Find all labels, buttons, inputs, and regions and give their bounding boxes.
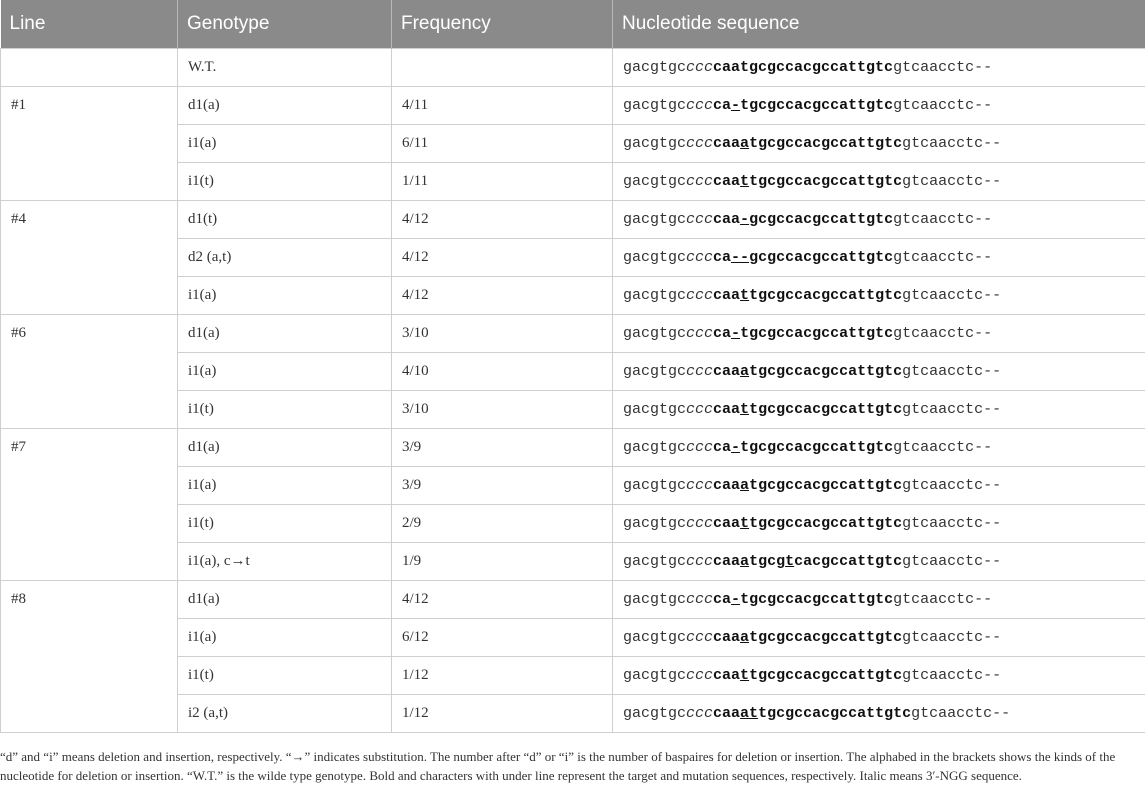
seq-ngg-italic: ccc <box>686 248 714 266</box>
cell-nucleotide-sequence <box>613 428 1145 466</box>
cell-frequency: 3/10 <box>392 314 613 352</box>
seq-target-bold <box>713 705 911 722</box>
seq-prefix: gacgtgc <box>623 438 687 456</box>
seq-mutation: a <box>740 134 750 152</box>
cell-genotype: i1(t) <box>178 504 392 542</box>
seq-suffix: gtcaacctc-- <box>902 628 1002 646</box>
cell-frequency: 1/12 <box>392 694 613 732</box>
seq-target-bold <box>713 325 893 342</box>
cell-nucleotide-sequence <box>613 580 1145 618</box>
seq-target-segment: tgcgccacgccattgtc <box>740 96 894 114</box>
table-body <box>1 48 1145 732</box>
cell-frequency: 4/11 <box>392 86 613 124</box>
seq-ngg-italic: ccc <box>686 96 714 114</box>
seq-mutation: t <box>740 400 750 418</box>
cell-nucleotide-sequence <box>613 504 1145 542</box>
seq-ngg-italic: ccc <box>686 628 714 646</box>
cell-nucleotide-sequence <box>613 542 1145 580</box>
cell-genotype: i1(a) <box>178 352 392 390</box>
seq-target-bold <box>713 363 902 380</box>
cell-line <box>1 48 178 86</box>
cell-frequency: 1/11 <box>392 162 613 200</box>
seq-suffix: gtcaacctc-- <box>902 476 1002 494</box>
seq-target-segment: tgcgccacgccattgtc <box>749 362 903 380</box>
seq-target-segment: tgcgccacgccattgtc <box>749 286 903 304</box>
seq-mutation: - <box>731 438 741 456</box>
seq-prefix: gacgtgc <box>623 704 687 722</box>
seq-target-segment: tgcgccacgccattgtc <box>749 476 903 494</box>
seq-ngg-italic: ccc <box>686 704 714 722</box>
seq-target-segment: tgcg <box>749 552 786 570</box>
cell-nucleotide-sequence <box>613 238 1145 276</box>
cell-nucleotide-sequence <box>613 314 1145 352</box>
cell-genotype: i1(a) <box>178 276 392 314</box>
cell-frequency: 4/12 <box>392 238 613 276</box>
seq-mutation: t <box>740 666 750 684</box>
seq-target-bold <box>713 439 893 456</box>
cell-genotype: d1(a) <box>178 580 392 618</box>
seq-target-segment: gcgccacgccattgtc <box>749 248 894 266</box>
cell-genotype: W.T. <box>178 48 392 86</box>
cell-frequency: 3/9 <box>392 428 613 466</box>
seq-target-bold <box>713 401 902 418</box>
cell-genotype: i1(a) <box>178 466 392 504</box>
seq-ngg-italic: ccc <box>686 58 714 76</box>
seq-mutation: t <box>785 552 795 570</box>
seq-target-bold <box>713 553 902 570</box>
cell-genotype: i1(t) <box>178 656 392 694</box>
cell-genotype: d1(a) <box>178 86 392 124</box>
table-row <box>1 200 1145 238</box>
seq-prefix: gacgtgc <box>623 134 687 152</box>
seq-target-segment: tgcgccacgccattgtc <box>749 514 903 532</box>
seq-target-bold <box>713 667 902 684</box>
seq-prefix: gacgtgc <box>623 324 687 342</box>
seq-prefix: gacgtgc <box>623 286 687 304</box>
seq-ngg-italic: ccc <box>686 438 714 456</box>
seq-prefix: gacgtgc <box>623 552 687 570</box>
cell-nucleotide-sequence <box>613 86 1145 124</box>
table-row <box>1 48 1145 86</box>
seq-target-segment: caa <box>713 210 741 228</box>
seq-ngg-italic: ccc <box>686 324 714 342</box>
cell-frequency: 3/10 <box>392 390 613 428</box>
cell-genotype: d2 (a,t) <box>178 238 392 276</box>
seq-ngg-italic: ccc <box>686 134 714 152</box>
seq-target-bold <box>713 211 893 228</box>
header-genotype: Genotype <box>178 0 392 48</box>
seq-mutation: - <box>731 324 741 342</box>
seq-ngg-italic: ccc <box>686 362 714 380</box>
cell-nucleotide-sequence <box>613 618 1145 656</box>
seq-target-bold <box>713 173 902 190</box>
seq-suffix: gtcaacctc-- <box>902 552 1002 570</box>
seq-prefix: gacgtgc <box>623 476 687 494</box>
cell-genotype: i1(t) <box>178 390 392 428</box>
seq-mutation: - <box>731 590 741 608</box>
seq-suffix: gtcaacctc-- <box>893 590 993 608</box>
cell-frequency: 1/9 <box>392 542 613 580</box>
cell-nucleotide-sequence <box>613 466 1145 504</box>
cell-line: #6 <box>1 314 178 428</box>
seq-prefix: gacgtgc <box>623 400 687 418</box>
seq-target-segment: tgcgccacgccattgtc <box>740 590 894 608</box>
seq-mutation: a <box>740 476 750 494</box>
seq-ngg-italic: ccc <box>686 476 714 494</box>
seq-target-bold <box>713 287 902 304</box>
table-row <box>1 428 1145 466</box>
seq-target-segment: tgcgccacgccattgtc <box>740 324 894 342</box>
seq-suffix: gtcaacctc-- <box>893 96 993 114</box>
seq-target-segment: ca <box>713 590 732 608</box>
seq-suffix: gtcaacctc-- <box>902 134 1002 152</box>
seq-target-segment: tgcgccacgccattgtc <box>749 172 903 190</box>
seq-suffix: gtcaacctc-- <box>902 400 1002 418</box>
cell-frequency: 4/12 <box>392 580 613 618</box>
table-row <box>1 314 1145 352</box>
seq-mutation: a <box>740 362 750 380</box>
seq-target-segment: caa <box>713 172 741 190</box>
seq-prefix: gacgtgc <box>623 96 687 114</box>
cell-frequency <box>392 48 613 86</box>
seq-target-segment: tgcgccacgccattgtc <box>740 438 894 456</box>
seq-mutation: -- <box>731 248 750 266</box>
seq-target-segment: caa <box>713 476 741 494</box>
table-footnote: “d” and “i” means deletion and insertion, respectively. “→” indicates substitution. The number after “d” or “i” is the number of baspaires for deletion or insertion. The alphabed in the brackets shows the kinds of the nucleotide for deletion or insertion. “W.T.” is the wilde type genotype. Bold and characters with under line represent the target and mutation sequences, respectively. Italic means 3′-NGG sequence. <box>0 749 1116 783</box>
seq-mutation: - <box>731 96 741 114</box>
seq-mutation: at <box>740 704 759 722</box>
cell-nucleotide-sequence <box>613 694 1145 732</box>
seq-target-segment: caa <box>713 400 741 418</box>
seq-prefix: gacgtgc <box>623 172 687 190</box>
seq-target-segment: ca <box>713 248 732 266</box>
seq-target-segment: cacgccattgtc <box>794 552 903 570</box>
cell-genotype: i1(t) <box>178 162 392 200</box>
seq-ngg-italic: ccc <box>686 172 714 190</box>
table-header-row <box>1 0 1145 48</box>
cell-frequency: 1/12 <box>392 656 613 694</box>
cell-frequency: 4/12 <box>392 200 613 238</box>
cell-frequency: 6/11 <box>392 124 613 162</box>
seq-suffix: gtcaacctc-- <box>902 514 1002 532</box>
cell-line: #1 <box>1 86 178 200</box>
seq-target-segment: ca <box>713 96 732 114</box>
cell-genotype: d1(a) <box>178 314 392 352</box>
seq-target-bold <box>713 97 893 114</box>
cell-genotype: i1(a), c→t <box>178 542 392 580</box>
seq-target-segment: caa <box>713 514 741 532</box>
cell-genotype: i1(a) <box>178 618 392 656</box>
seq-suffix: gtcaacctc-- <box>902 172 1002 190</box>
seq-target-segment: ca <box>713 438 732 456</box>
cell-genotype: i1(a) <box>178 124 392 162</box>
seq-mutation: t <box>740 514 750 532</box>
seq-target-segment: caa <box>713 362 741 380</box>
seq-suffix: gtcaacctc-- <box>893 210 993 228</box>
cell-nucleotide-sequence <box>613 656 1145 694</box>
seq-prefix: gacgtgc <box>623 514 687 532</box>
table-row <box>1 86 1145 124</box>
header-line: Line <box>1 0 178 48</box>
cell-nucleotide-sequence <box>613 352 1145 390</box>
seq-target-bold <box>713 629 902 646</box>
cell-frequency: 2/9 <box>392 504 613 542</box>
seq-target-segment: tgcgccacgccattgtc <box>758 704 912 722</box>
cell-nucleotide-sequence <box>613 48 1145 86</box>
seq-target-segment: tgcgccacgccattgtc <box>749 666 903 684</box>
cell-frequency: 4/12 <box>392 276 613 314</box>
seq-mutation: a <box>740 628 750 646</box>
seq-mutation: t <box>740 286 750 304</box>
seq-prefix: gacgtgc <box>623 628 687 646</box>
seq-ngg-italic: ccc <box>686 552 714 570</box>
seq-target-segment: tgcgccacgccattgtc <box>749 134 903 152</box>
seq-target-segment: caa <box>713 704 741 722</box>
cell-nucleotide-sequence <box>613 200 1145 238</box>
seq-target-bold <box>713 135 902 152</box>
seq-suffix: gtcaacctc-- <box>893 58 993 76</box>
cell-line: #8 <box>1 580 178 732</box>
seq-prefix: gacgtgc <box>623 58 687 76</box>
cell-line: #7 <box>1 428 178 580</box>
seq-target-bold <box>713 591 893 608</box>
seq-prefix: gacgtgc <box>623 590 687 608</box>
cell-nucleotide-sequence <box>613 276 1145 314</box>
cell-frequency: 3/9 <box>392 466 613 504</box>
seq-mutation: - <box>740 210 750 228</box>
seq-target-segment: tgcgccacgccattgtc <box>749 400 903 418</box>
seq-suffix: gtcaacctc-- <box>902 362 1002 380</box>
header-frequency: Frequency <box>392 0 613 48</box>
cell-genotype: i2 (a,t) <box>178 694 392 732</box>
seq-target-segment: caa <box>713 666 741 684</box>
seq-target-bold <box>713 515 902 532</box>
header-nucleotide-sequence: Nucleotide sequence <box>613 0 1145 48</box>
cell-line: #4 <box>1 200 178 314</box>
seq-target-segment: caatgcgccacgccattgtc <box>713 58 894 76</box>
seq-prefix: gacgtgc <box>623 666 687 684</box>
seq-target-segment: gcgccacgccattgtc <box>749 210 894 228</box>
seq-target-segment: caa <box>713 628 741 646</box>
seq-target-bold <box>713 477 902 494</box>
seq-suffix: gtcaacctc-- <box>902 666 1002 684</box>
cell-nucleotide-sequence <box>613 390 1145 428</box>
seq-target-segment: ca <box>713 324 732 342</box>
seq-target-bold <box>713 59 893 76</box>
seq-suffix: gtcaacctc-- <box>893 248 993 266</box>
seq-suffix: gtcaacctc-- <box>893 438 993 456</box>
seq-suffix: gtcaacctc-- <box>911 704 1011 722</box>
seq-target-bold <box>713 249 893 266</box>
seq-target-segment: caa <box>713 134 741 152</box>
seq-ngg-italic: ccc <box>686 400 714 418</box>
seq-ngg-italic: ccc <box>686 210 714 228</box>
seq-prefix: gacgtgc <box>623 248 687 266</box>
seq-mutation: t <box>740 172 750 190</box>
seq-prefix: gacgtgc <box>623 210 687 228</box>
cell-genotype: d1(a) <box>178 428 392 466</box>
seq-prefix: gacgtgc <box>623 362 687 380</box>
cell-nucleotide-sequence <box>613 162 1145 200</box>
cell-frequency: 4/10 <box>392 352 613 390</box>
seq-ngg-italic: ccc <box>686 666 714 684</box>
seq-target-segment: tgcgccacgccattgtc <box>749 628 903 646</box>
seq-ngg-italic: ccc <box>686 514 714 532</box>
seq-ngg-italic: ccc <box>686 590 714 608</box>
table-row <box>1 580 1145 618</box>
cell-frequency: 6/12 <box>392 618 613 656</box>
seq-mutation: a <box>740 552 750 570</box>
cell-nucleotide-sequence <box>613 124 1145 162</box>
seq-suffix: gtcaacctc-- <box>902 286 1002 304</box>
seq-suffix: gtcaacctc-- <box>893 324 993 342</box>
seq-target-segment: caa <box>713 286 741 304</box>
seq-ngg-italic: ccc <box>686 286 714 304</box>
seq-target-segment: caa <box>713 552 741 570</box>
cell-genotype: d1(t) <box>178 200 392 238</box>
